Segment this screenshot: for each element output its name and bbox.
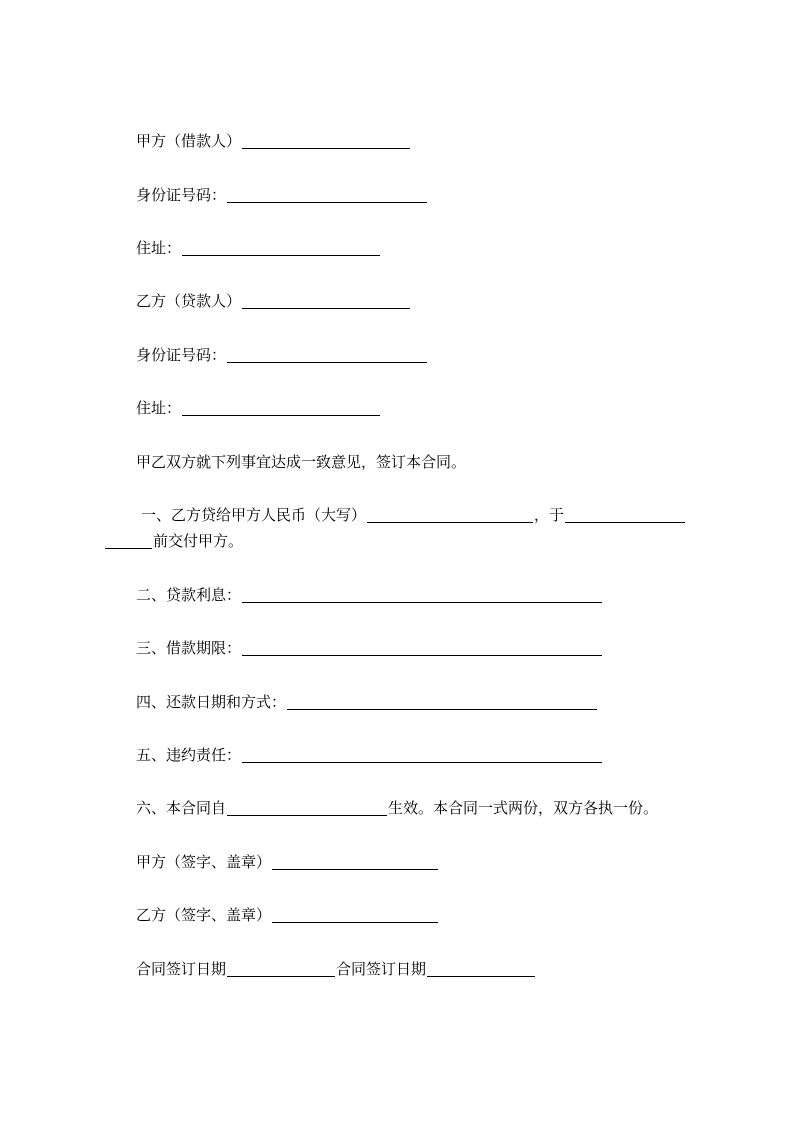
delivery-date-blank[interactable] xyxy=(565,507,685,523)
borrower-id-label: 身份证号码： xyxy=(136,186,227,204)
lender-blank[interactable] xyxy=(242,293,410,309)
party-a-sign-blank[interactable] xyxy=(272,854,438,870)
lender-id-blank[interactable] xyxy=(227,347,427,363)
sign-date-blank-2[interactable] xyxy=(427,961,535,977)
clause1-line-2 xyxy=(104,530,243,552)
clause4-label: 四、还款日期和方式： xyxy=(136,693,287,711)
sign-date-label-1: 合同签订日期 xyxy=(136,960,227,978)
clause3-line xyxy=(136,637,603,659)
borrower-address-label: 住址： xyxy=(136,239,182,257)
party-a-sign-line xyxy=(136,851,439,873)
borrower-address-blank[interactable] xyxy=(182,240,380,256)
clause6-suffix: 生效。本合同一式两份，双方各执一份。 xyxy=(388,799,659,817)
agreement-text: 甲乙双方就下列事宜达成一致意见，签订本合同。 xyxy=(136,453,467,471)
interest-blank[interactable] xyxy=(242,587,602,603)
clause1-prefix: 一、乙方贷给甲方人民币（大写） xyxy=(141,506,367,524)
clause4-line xyxy=(136,691,598,713)
agreement-line xyxy=(136,451,466,473)
clause5-line xyxy=(136,744,603,766)
sign-date-label-2: 合同签订日期 xyxy=(336,960,427,978)
effective-date-blank[interactable] xyxy=(227,800,387,816)
party-b-sign-line xyxy=(136,904,439,926)
borrower-id-blank[interactable] xyxy=(227,187,427,203)
sign-date-blank-1[interactable] xyxy=(227,961,335,977)
lender-id-line xyxy=(136,344,428,366)
clause5-label: 五、违约责任： xyxy=(136,746,242,764)
liability-blank[interactable] xyxy=(242,747,602,763)
sign-date-line xyxy=(136,958,536,980)
loan-term-blank[interactable] xyxy=(242,640,602,656)
borrower-line xyxy=(136,130,411,152)
lender-address-blank[interactable] xyxy=(182,400,380,416)
clause3-label: 三、借款期限： xyxy=(136,639,242,657)
party-b-sign-blank[interactable] xyxy=(272,907,438,923)
clause6-prefix: 六、本合同自 xyxy=(136,799,227,817)
clause2-label: 二、贷款利息： xyxy=(136,586,242,604)
party-b-sign-label: 乙方（签字、盖章） xyxy=(136,906,272,924)
clause1-line xyxy=(141,504,686,526)
lender-address-label: 住址： xyxy=(136,399,182,417)
borrower-label: 甲方（借款人） xyxy=(136,132,242,150)
lender-label: 乙方（贷款人） xyxy=(136,292,242,310)
borrower-blank[interactable] xyxy=(242,133,410,149)
lender-address-line xyxy=(136,397,381,419)
party-a-sign-label: 甲方（签字、盖章） xyxy=(136,853,272,871)
repayment-blank[interactable] xyxy=(287,694,597,710)
borrower-address-line xyxy=(136,237,381,259)
lender-id-label: 身份证号码： xyxy=(136,346,227,364)
loan-amount-blank[interactable] xyxy=(367,507,533,523)
clause6-line xyxy=(136,797,658,819)
lender-line xyxy=(136,290,411,312)
clause1-mid: ，于 xyxy=(534,506,565,524)
borrower-id-line xyxy=(136,184,428,206)
clause1-suffix: 前交付甲方。 xyxy=(153,532,244,550)
delivery-date-blank-continued[interactable] xyxy=(105,533,152,549)
clause2-line xyxy=(136,584,603,606)
